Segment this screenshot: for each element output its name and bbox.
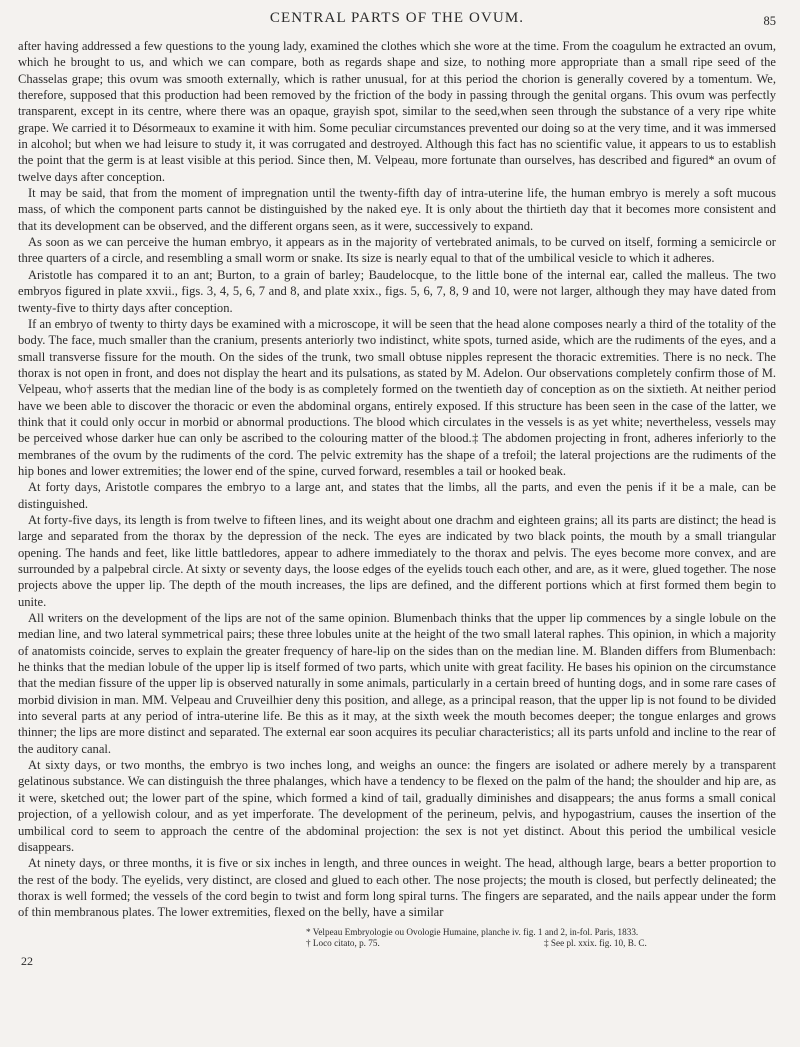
paragraph: At forty days, Aristotle compares the embryo to a large ant, and states that the limbs, all the parts, and even the penis if it be a male, can be distinguished. (18, 480, 776, 511)
paragraph: At sixty days, or two months, the embryo is two inches long, and weighs an ounce: the fingers are isolated or adhere merely by a transparent gelatinous substance. We can distinguish the three phalanges, which have a tendency to be flexed on the palm of the hand; the shoulder and hip are, as it were, sketched out; the lower part of the spine, which formed a kind of tail, gradually diminishes and disappears; the anus forms a small conical projection, of a yellowish colour, and as yet imperforate. The development of the perineum, pelvis, and hypogastrium, causes the insertion of the umbilical cord to seem to approach the centre of the abdominal projection: the sex is not yet distinct. About this period the umbilical vesicle disappears. (18, 758, 776, 854)
signature-mark: 22 (21, 953, 33, 968)
footnote-row (306, 938, 776, 950)
paragraph: after having addressed a few questions to the young lady, examined the clothes which she wore at the time. From the coagulum he extracted an ovum, which he brought to us, and which we can compare, both as regards shape and size, to nothing more appropriate than a small ripe seed of the Chasselas grape; this ovum was smooth externally, which is rather unusual, for at this period the chorion is generally covered by a tomentum. We, therefore, supposed that this production had been removed by the friction of the body in passing through the genital organs. This ovum was perfectly transparent, except in its centre, where there was an opaque, grayish spot, similar to the seed,when seen through the substance of a very ripe white grape. We carried it to Désormeaux to examine it with him. Some peculiar circumstances prevented our doing so at the very time, and it was immersed in alcohol; but when we had leisure to study it, it was corrugated and destroyed. Although this fact has no scientific value, it appears to us to establish the point that the germ is at least visible at this period. Since then, M. Velpeau, more fortunate than ourselves, has described and figured* an ovum of twelve days after conception. (18, 39, 776, 184)
paragraph: At ninety days, or three months, it is five or six inches in length, and three ounces in weight. The head, although large, bears a better proportion to the rest of the body. The eyelids, very distinct, are closed and glued to each other. The nose projects; the mouth is closed, but perfectly delineated; the thorax is well formed; the vessels of the cord begin to twist and form long spiral turns. The fingers are separated, and the nails appear under the form of thin membranous plates. The lower extremities, flexed on the belly, have a similar (18, 856, 776, 920)
footnote-double-dagger: ‡ See pl. xxix. fig. 10, B. C. (544, 938, 647, 949)
paragraph: As soon as we can perceive the human embryo, it appears as in the majority of vertebrated animals, to be curved on itself, forming a semicircle or three quarters of a circle, and resembling a small worm or snake. Its size is nearly equal to that of the umbilical vesicle to which it adheres. (18, 235, 776, 266)
paragraph: It may be said, that from the moment of impregnation until the twenty-fifth day of intra-uterine life, the human embryo is merely a soft mucous mass, of which the component parts cannot be distinguished by the naked eye. It is only about the thirtieth day that it becomes more consistent and that its development can be observed, and the different organs seen, as it were, successively to expand. (18, 186, 776, 233)
running-head: CENTRAL PARTS OF THE OVUM. (269, 10, 525, 26)
footnote-dagger: † Loco citato, p. 75. (306, 938, 380, 949)
footnotes (18, 927, 776, 950)
paragraph: At forty-five days, its length is from twelve to fifteen lines, and its weight about one drachm and eighteen grains; all its parts are distinct; the head is large and separated from the thorax by the depression of the neck. The eyes are indicated by two black points, the mouth by a small triangular opening. The hands and feet, like little battledores, appear to adhere immediately to the thorax and pelvis. The eyes become more convex, and are surrounded by a palpebral circle. At sixty or seventy days, the loose edges of the eyelids touch each other, and are, as it were, glued together. The nose projects above the upper lip. The depth of the mouth increases, the lips are defined, and the different portions which at first formed them begin to unite. (18, 512, 776, 609)
paragraph: Aristotle has compared it to an ant; Burton, to a grain of barley; Baudelocque, to the little bone of the internal ear, called the malleus. The two embryos figured in plate xxvii., figs. 3, 4, 5, 6, 7 and 8, and plate xxix., figs. 5, 6, 7, 8, 9 and 10, were not larger, although they may have dated from twenty-five to thirty days after conception. (18, 267, 776, 315)
page-header (18, 8, 776, 38)
page-number: 85 (763, 14, 776, 28)
paragraph: If an embryo of twenty to thirty days be examined with a microscope, it will be seen that the head alone composes nearly a third of the totality of the body. The face, much smaller than the cranium, presents anteriorly two indistinct, white spots, turned aside, which are the rudiments of the eyes, and a small transverse fissure for the mouth. On the sides of the trunk, two small obtuse nipples represent the thoracic extremities. There is no neck. The thorax is not open in front, and does not display the heart and its pulsations, as stated by M. Adelon. Our observations completely confirm those of M. Velpeau, who† asserts that the median line of the body is as completely formed on the twentieth day of conception as on the sixtieth. At neither period have we been able to discover the thoracic or even the abdominal organs, entirely exposed. If this structure has been seen in the case of the latter, we think that it could only occur in morbid or abnormal productions. The blood which circulates in the vessels is as yet white; nevertheless, vessels may be perceived whose darker hue can only be ascribed to the colouring matter of the blood.‡ The abdomen projecting in front, adheres inferiorly to the membranes of the ovum by the rudiments of the cord. The pelvic extremity has the shape of a trefoil; the lateral projections are the rudiments of the hip bones and lower extremities; the lower end of the spine, curved forward, resembles a tail or hooked beak. (18, 316, 776, 478)
body-text (18, 38, 776, 921)
footnote-asterisk: * Velpeau Embryologie ou Ovologie Humaine, planche iv. fig. 1 and 2, in-fol. Paris, 1833. (306, 926, 639, 937)
paragraph: All writers on the development of the lips are not of the same opinion. Blumenbach thinks that the upper lip commences by a single lobule on the median line, and two lateral symmetrical pairs; these three lobules unite at the height of the two small lateral raphes. This opinion, in which a majority of anatomists coincide, serves to explain the greater frequency of hare-lip on the sides than on the median line. M. Blanden differs from Blumenbach: he thinks that the median lobule of the upper lip is itself formed of two parts, which unite with great facility. He bases his opinion on the circumstance that the median fissure of the upper lip is observed naturally in some animals, particularly in a certain breed of hunting dogs, and in some rare cases of morbid division in man. MM. Velpeau and Cruveilhier deny this position, and allege, as a principal reason, that the upper lip is not found to be divided into several parts at any period of intra-uterine life. Be this as it may, at the sixth week the mouth becomes deeper; the tongue enlarges and grows thinner; the lips are more distinct and separated. The external ear soon acquires its peculiar characteristics; all its parts unfold and incline to the rear of the auditory canal. (18, 611, 776, 756)
